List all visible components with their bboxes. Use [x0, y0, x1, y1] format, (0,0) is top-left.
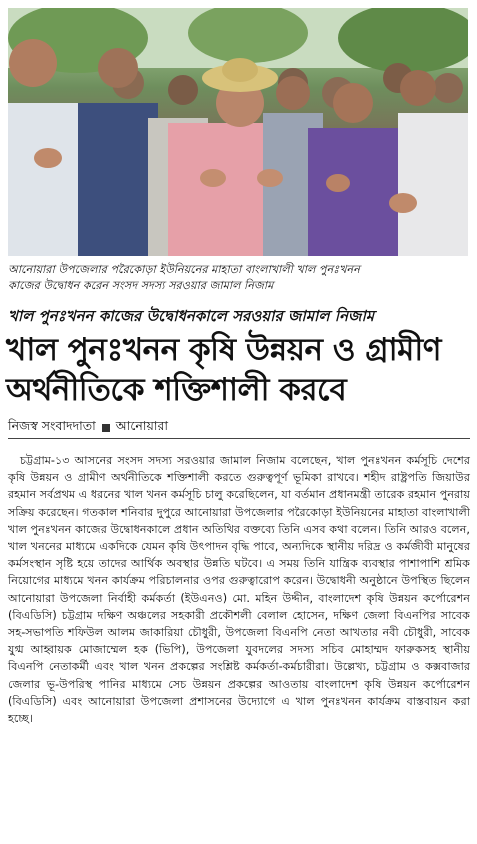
article-body: চট্টগ্রাম-১৩ আসনের সংসদ সদস্য সরওয়ার জামাল নিজাম বলেছেন, খাল পুনঃখনন কর্মসূচি দেশের কৃষি উন্নয়ন ও গ্রামীণ অর্থনীতিকে শক্তিশালী করতে গুরুত্বপূর্ণ ভূমিকা রাখবে। শহীদ রাষ্ট্রপতি জিয়াউর রহমান সর্বপ্রথম এ ধরনের খাল খনন কর্মসূচি চালু করেছিলেন, যা বর্তমান প্রধানমন্ত্রী তারেক রহমান পুনরায় সক্রিয় করেছেন। গতকাল শনিবার দুপুরে আনোয়ারা উপজেলার পরৈকোড়া ইউনিয়নের মাহাতা বাংলাখালী খাল পুনঃখনন কাজের উদ্বোধনকালে প্রধান অতিথির বক্তব্যে তিনি এসব কথা বলেন। তিনি আরও বলেন, খাল খননের মাধ্যমে একদিকে যেমন কৃষি উৎপাদন বৃদ্ধি পাবে, অন্যদিকে স্থানীয় দরিদ্র ও কর্মজীবী মানুষের কর্মসংস্থান সৃষ্টি হয়ে তাদের আর্থিক অবস্থার উন্নতি ঘটবে। এ সময় তিনি যান্ত্রিক ব্যবস্থার পাশাপাশি শ্রমিক নিয়োগের মাধ্যমে খনন কার্যক্রম পরিচালনার ওপর গুরুত্বারোপ করেন। উদ্বোধনী অনুষ্ঠানে উপস্থিত ছিলেন আনোয়ারা উপজেলা নির্বাহী কর্মকর্তা (ইউএনও) মো. মহিন উদ্দীন, বাংলাদেশ কৃষি উন্নয়ন কর্পোরেশন (বিএডিসি) চট্টগ্রাম দক্ষিণ অঞ্চলের সহকারী প্রকৌশলী বেলাল হোসেন, দক্ষিণ জেলা বিএনপির সাবেক সহ-সভাপতি শফিউল আলম জাকারিয়া চৌধুরী, উপজেলা বিএনপি নেতা আখতার নবী চৌধুরী, সাবেক যুগ্ম আহ্বায়ক মোজাম্মেল হক (ভিপি), উপজেলা যুবদলের সদস্য সচিব মোহাম্মদ ফারুকসহ স্থানীয় বিএনপি নেতাকর্মী এবং খাল খনন প্রকল্পের সংশ্লিষ্ট কর্মকর্তা-কর্মচারীরা। উল্লেখ্য, চট্টগ্রাম ও কক্সবাজার জেলার ভূ-উপরিস্থ পানির মাধ্যমে সেচ উন্নয়ন প্রকল্পের আওতায় বাংলাদেশ কৃষি উন্নয়ন কর্পোরেশন (বিএডিসি) এবং আনোয়ারা উপজেলা প্রশাসনের উদ্যোগে এ খাল পুনঃখনন কার্যক্রম বাস্তবায়ন করা হচ্ছে।	[8, 454, 470, 726]
photo-illustration	[8, 8, 468, 256]
photo-caption: আনোয়ারা উপজেলার পরৈকোড়া ইউনিয়নের মাহাতা বাংলাখালী খাল পুনঃখনন কাজের উদ্বোধন করেন সংসদ সদস্য সরওয়ার জামাল নিজাম	[8, 263, 360, 292]
byline	[8, 418, 468, 438]
byline-reporter: নিজস্ব সংবাদদাতা	[8, 418, 96, 433]
news-photo	[8, 8, 468, 256]
byline-location: আনোয়ারা	[115, 418, 168, 433]
subheadline: খাল পুনঃখনন কাজের উদ্বোধনকালে সরওয়ার জামাল নিজাম	[8, 307, 375, 325]
headline: খাল পুনঃখনন কৃষি উন্নয়ন ও গ্রামীণ অর্থনীতিকে শক্তিশালী করবে	[6, 332, 441, 408]
divider	[8, 438, 470, 439]
square-bullet-icon	[102, 424, 110, 432]
